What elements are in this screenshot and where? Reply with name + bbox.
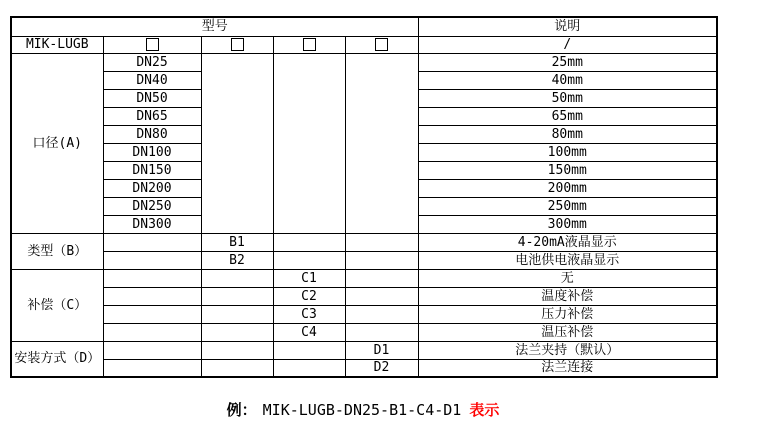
option-code-cell: DN150 [103,161,201,179]
example-highlight: 表示 [469,401,500,419]
table-row [11,323,717,341]
example-model-code: MIK-LUGB-DN25-B1-C4-D1 [262,401,462,419]
option-code-cell: C4 [273,323,345,341]
empty-cell [103,287,201,305]
empty-cell [201,305,273,323]
option-description-cell: 80mm [418,125,717,143]
option-description-cell: 法兰连接 [418,359,717,377]
empty-cell [345,287,418,305]
empty-cell [103,233,201,251]
table-row [11,17,717,36]
empty-cell [345,269,418,287]
table-row [11,251,717,269]
empty-cell [273,233,345,251]
empty-cell [273,359,345,377]
empty-cell [345,323,418,341]
option-description-cell: 4-20mA液晶显示 [418,233,717,251]
option-description-cell: 200mm [418,179,717,197]
checkbox-placeholder-icon [303,38,316,51]
section-label-cell: 口径(A) [11,53,103,233]
empty-cell [103,323,201,341]
table-row [11,53,717,71]
example-caption [10,399,716,421]
brand-name-cell: MIK-LUGB [11,36,103,53]
option-description-cell: 法兰夹持（默认） [418,341,717,359]
checkbox-placeholder-icon [375,38,388,51]
option-code-cell: B2 [201,251,273,269]
checkbox-placeholder-icon [146,38,159,51]
empty-merged-cell [201,53,273,233]
empty-cell [103,251,201,269]
empty-cell [201,341,273,359]
option-code-cell: DN300 [103,215,201,233]
model-checkbox-cell [201,36,273,53]
option-code-cell: C1 [273,269,345,287]
option-code-cell: DN100 [103,143,201,161]
checkbox-placeholder-icon [231,38,244,51]
empty-cell [201,323,273,341]
option-code-cell: B1 [201,233,273,251]
empty-cell [273,251,345,269]
table-row [11,287,717,305]
empty-cell [201,269,273,287]
option-code-cell: DN65 [103,107,201,125]
option-description-cell: 温度补偿 [418,287,717,305]
option-description-cell: 温压补偿 [418,323,717,341]
section-label-cell: 补偿（C） [11,269,103,341]
empty-cell [103,269,201,287]
empty-cell [345,305,418,323]
section-label-cell: 类型（B） [11,233,103,269]
model-checkbox-cell [273,36,345,53]
option-code-cell: C2 [273,287,345,305]
brand-description-cell: / [418,36,717,53]
option-description-cell: 300mm [418,215,717,233]
option-description-cell: 65mm [418,107,717,125]
option-code-cell: DN25 [103,53,201,71]
empty-cell [103,305,201,323]
header-description: 说明 [418,17,717,36]
table-row [11,233,717,251]
option-description-cell: 150mm [418,161,717,179]
table-row [11,305,717,323]
option-code-cell: DN40 [103,71,201,89]
table-row [11,269,717,287]
model-checkbox-cell [345,36,418,53]
empty-cell [201,287,273,305]
option-description-cell: 压力补偿 [418,305,717,323]
option-description-cell: 电池供电液晶显示 [418,251,717,269]
option-description-cell: 40mm [418,71,717,89]
option-code-cell: DN250 [103,197,201,215]
empty-cell [103,341,201,359]
table-row [11,36,717,53]
option-code-cell: D2 [345,359,418,377]
table-row [11,341,717,359]
option-code-cell: DN50 [103,89,201,107]
empty-cell [345,251,418,269]
option-description-cell: 250mm [418,197,717,215]
option-code-cell: D1 [345,341,418,359]
option-description-cell: 无 [418,269,717,287]
empty-cell [345,233,418,251]
model-selection-table [10,16,718,378]
example-label: 例： [226,401,257,419]
option-code-cell: DN200 [103,179,201,197]
empty-cell [103,359,201,377]
empty-cell [201,359,273,377]
empty-cell [273,341,345,359]
model-checkbox-cell [103,36,201,53]
option-description-cell: 50mm [418,89,717,107]
option-code-cell: C3 [273,305,345,323]
header-model: 型号 [11,17,418,36]
option-code-cell: DN80 [103,125,201,143]
section-label-cell: 安装方式（D） [11,341,103,377]
table-row [11,359,717,377]
option-description-cell: 25mm [418,53,717,71]
empty-merged-cell [273,53,345,233]
option-description-cell: 100mm [418,143,717,161]
empty-merged-cell [345,53,418,233]
